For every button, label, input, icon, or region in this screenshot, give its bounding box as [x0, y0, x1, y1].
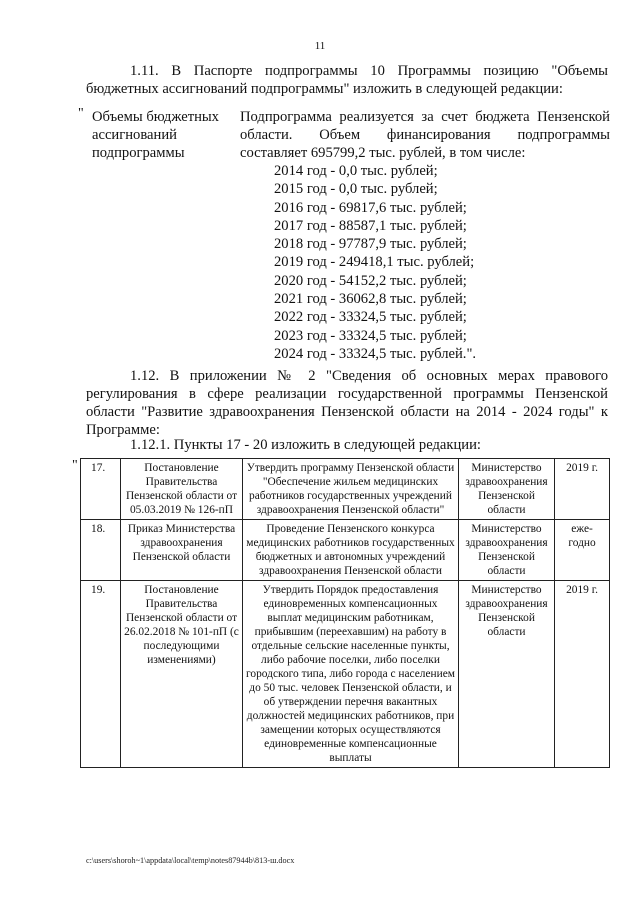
funding-year-item: 2024 год - 33324,5 тыс. рублей.".: [274, 345, 477, 362]
legal-act-cell: Постановление Правительства Пензенской области от 26.02.2018 № 101-пП (с последующими изменениями): [121, 581, 243, 768]
section-1-12-number: 1.12.: [130, 368, 160, 384]
legal-act-cell: Приказ Министерства здравоохранения Пензенской области: [121, 520, 243, 581]
funding-year-item: 2019 год - 249418,1 тыс. рублей;: [274, 254, 475, 271]
executor-cell: Министерство здравоохранения Пензенской области: [459, 581, 555, 768]
funding-year-item: 2014 год - 0,0 тыс. рублей;: [274, 163, 438, 179]
legal-act-cell: Постановление Правительства Пензенской области от 05.03.2019 № 126-пП: [121, 459, 243, 520]
section-1-12-1: 1.12.1. Пункты 17 - 20 изложить в следующей редакции:: [130, 437, 481, 453]
date-cell: 2019 г.: [555, 459, 610, 520]
funding-by-year-list: [274, 162, 476, 363]
funding-year-item: 2017 год - 88587,1 тыс. рублей;: [274, 217, 467, 234]
funding-year-item: 2020 год - 54152,2 тыс. рублей;: [274, 272, 467, 289]
funding-year-item: 2021 год - 36062,8 тыс. рублей;: [274, 291, 467, 308]
funding-year-item: 2018 год - 97787,9 тыс. рублей;: [274, 236, 467, 253]
executor-cell: Министерство здравоохранения Пензенской области: [459, 520, 555, 581]
date-cell: еже-годно: [555, 520, 610, 581]
funding-year-item: 2015 год - 0,0 тыс. рублей;: [274, 181, 438, 198]
section-1-11-text: В Паспорте подпрограммы 10 Программы позицию "Объемы бюджетных ассигнований подпрограммы" изложить в следующей редакции:: [86, 63, 608, 97]
section-1-11-number: 1.11.: [130, 63, 159, 79]
opening-quote-mark: ": [78, 106, 84, 121]
table-row: [81, 581, 610, 768]
section-1-11: [86, 62, 608, 98]
table-opening-quote-mark: ": [72, 458, 78, 473]
table-row: [81, 459, 610, 520]
row-number-cell: 17.: [81, 459, 121, 520]
executor-cell: Министерство здравоохранения Пензенской области: [459, 459, 555, 520]
footer-file-path: c:\users\shoroh~1\appdata\local\temp\notes87944b\813-ш.docx: [86, 856, 295, 865]
date-cell: 2019 г.: [555, 581, 610, 768]
passport-value: Подпрограмма реализуется за счет бюджета Пензенской области. Объем финансирования подпрограммы составляет 695799,2 тыс. рублей, в том числе:: [240, 109, 610, 161]
passport-label: Объемы бюджетных ассигнований подпрограммы: [92, 109, 219, 161]
content-cell: Утвердить программу Пензенской области "Обеспечение жильем медицинских работников государственных учреждений здравоохранения Пензенской области": [243, 459, 459, 520]
legal-measures-table: [80, 458, 610, 768]
funding-year-item: 2023 год - 33324,5 тыс. рублей;: [274, 327, 467, 344]
page-number: 11: [314, 40, 326, 52]
row-number-cell: 19.: [81, 581, 121, 768]
content-cell: Утвердить Порядок предоставления единовременных компенсационных выплат медицинским работникам, прибывшим (переехавшим) на работу в отдельные сельские населенные пункты, либо рабочие поселки, либо поселки городского типа, либо города с населением до 50 тыс. человек Пензенской области, и об утверждении перечня вакантных должностей медицинских работников, при замещении которых осуществляются единовременные компенсационные выплаты: [243, 581, 459, 768]
table-row: [81, 520, 610, 581]
row-number-cell: 18.: [81, 520, 121, 581]
funding-year-item: 2022 год - 33324,5 тыс. рублей;: [274, 309, 467, 326]
content-cell: Проведение Пензенского конкурса медицинских работников государственных бюджетных и автономных учреждений здравоохранения Пензенской области: [243, 520, 459, 581]
funding-year-item: 2016 год - 69817,6 тыс. рублей;: [274, 199, 467, 216]
section-1-12-text: В приложении № 2 "Сведения об основных мерах правового регулирования в сфере реализации государственной программы Пензенской области "Развитие здравоохранения Пензенской области на 2014 - 2024 годы" к Программе:: [86, 368, 608, 438]
section-1-12: [86, 367, 608, 439]
